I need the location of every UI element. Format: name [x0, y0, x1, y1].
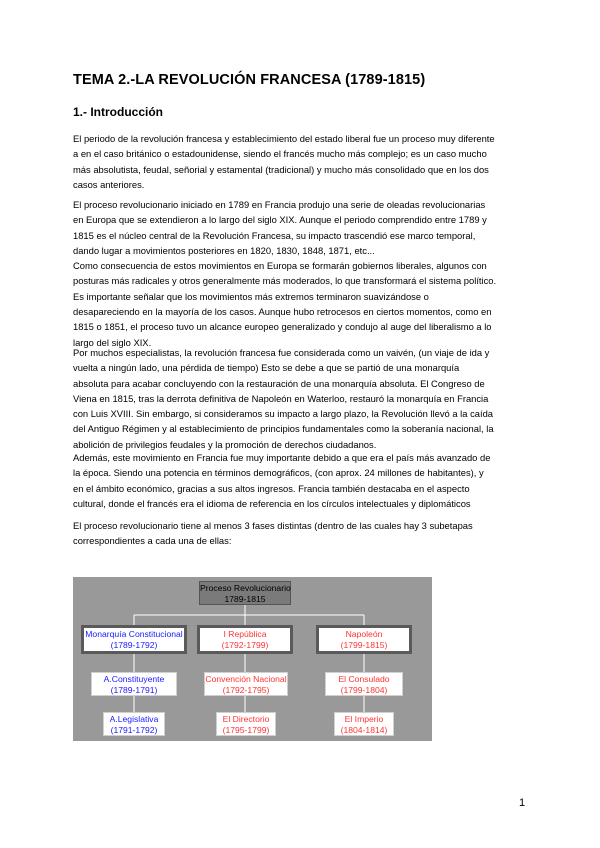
- text-line: en Europa que se extendieron a lo largo del siglo XIX. Aunque el periodo comprendido entre 1789 y: [73, 214, 487, 226]
- page-title: TEMA 2.-LA REVOLUCIÓN FRANCESA (1789-1815): [73, 72, 426, 88]
- text-line: correspondientes a cada una de ellas:: [73, 535, 232, 547]
- phase-name: Monarquía Constitucional: [85, 629, 183, 639]
- phase-dates: (1792-1799): [221, 640, 269, 650]
- stage-dates: (1795-1799): [222, 725, 270, 735]
- text-line: Además, este movimiento en Francia fue muy importante debido a que era el país más avanzado de: [73, 452, 491, 463]
- text-line: El proceso revolucionario iniciado en 1789 en Francia produjo una serie de oleadas revolucionarias: [73, 199, 486, 210]
- paragraph-1: [73, 131, 531, 192]
- stage-name: El Imperio: [344, 714, 384, 724]
- phase-name: I República: [223, 629, 267, 639]
- text-line: vuelta a ningún lado, una pérdida de tiempo) Esto se debe a que se partió de una monarquía: [73, 362, 460, 374]
- paragraph-2: [73, 197, 531, 350]
- phase-name: Napoleón: [345, 629, 383, 639]
- text-line: Por muchos especialistas, la revolución francesa fue considerada como un vaivén, (un viaje de ida y: [73, 347, 490, 358]
- text-line: desapareciendo en la mayoría de los casos. Aunque hubo retrocesos en ciertos momentos, como en: [73, 306, 492, 318]
- text-line: la época. Siendo una potencia en términos demográficos, (con aprox. 24 millones de habitantes), y: [73, 467, 484, 479]
- text-line: absoluta para acabar concluyendo con la restauración de una monarquía absoluta. El Congreso de: [73, 377, 485, 389]
- text-line: en el ámbito económico, gracias a sus altos ingresos. Francia también destacaba en el aspecto: [73, 482, 470, 494]
- stage-dates: (1804-1814): [340, 725, 388, 735]
- section-heading: 1.- Introducción: [73, 105, 163, 119]
- text-line: El proceso revolucionario tiene al menos 3 fases distintas (dentro de las cuales hay 3 subetapas: [73, 520, 473, 531]
- root-dates: 1789-1815: [224, 594, 266, 604]
- text-line: más absolutista, feudal, señorial y estamental (tradicional) y mucho más consolidado que en los dos: [73, 163, 489, 175]
- root-label: Proceso Revolucionario: [200, 583, 291, 593]
- phase-box-monarquia: [81, 625, 187, 654]
- stage-name: A.Constituyente: [103, 674, 165, 684]
- text-line: Como consecuencia de estos movimientos en Europa se formarán gobiernos liberales, algunos con: [73, 260, 487, 272]
- stage-box: [325, 672, 403, 696]
- text-line: con Luis XVIII. Sin embargo, si consideramos su impacto a largo plazo, la Revolución llevó a la caída: [73, 408, 494, 420]
- phase-dates: (1789-1792): [110, 640, 158, 650]
- text-line: El periodo de la revolución francesa y establecimiento del estado liberal fue un proceso muy diferente: [73, 133, 495, 144]
- phase-dates: (1799-1815): [340, 640, 388, 650]
- text-line: Es importante señalar que los movimientos más extremos terminaron suavizándose o: [73, 290, 429, 302]
- text-line: 1815 es el núcleo central de la Revolución Francesa, su impacto trascendió ese marco temporal,: [73, 229, 476, 241]
- text-line: abolición de privilegios feudales y la promoción de derechos ciudadanos.: [73, 438, 377, 450]
- phase-box-republica: [197, 625, 293, 654]
- text-line: cultural, donde el francés era el idioma de referencia en los círculos intelectuales y diplomáticos: [73, 497, 471, 509]
- paragraph-3: [73, 345, 531, 452]
- text-line: dando lugar a movimientos posteriores en 1820, 1830, 1848, 1871, etc...: [73, 244, 375, 256]
- text-line: posturas más radicales y otros generalmente más moderados, lo que transformará el sistema político.: [73, 275, 497, 287]
- stage-name: El Directorio: [222, 714, 270, 724]
- text-line: casos anteriores.: [73, 178, 145, 190]
- stage-dates: (1789-1791): [110, 685, 158, 695]
- root-box: [199, 581, 291, 605]
- text-line: 1815 o 1851, el proceso tuvo un alcance europeo generalizado y condujo al auge del liberalismo a lo: [73, 321, 492, 333]
- paragraph-5: [73, 518, 531, 549]
- stage-name: El Consulado: [338, 674, 390, 684]
- page-number: 1: [519, 797, 526, 809]
- stage-box: [216, 712, 276, 736]
- phase-box-napoleon: [316, 625, 412, 654]
- stage-dates: (1799-1804): [340, 685, 388, 695]
- stage-dates: (1791-1792): [110, 725, 158, 735]
- stage-dates: (1792-1795): [222, 685, 270, 695]
- text-line: a en el caso británico o estadounidense, siendo el francés mucho más complejo; es un caso mucho: [73, 148, 487, 160]
- stage-box: [91, 672, 177, 696]
- stage-box: [334, 712, 394, 736]
- text-line: Viena en 1815, tras la derrota definitiva de Napoleón en Waterloo, restauró la monarquía en Francia: [73, 392, 489, 404]
- text-line: largo del siglo XIX.: [73, 336, 152, 348]
- revolution-phases-diagram: [73, 577, 432, 741]
- stage-box: [204, 672, 288, 696]
- stage-box: [103, 712, 165, 736]
- stage-name: Convención Nacional: [205, 674, 287, 684]
- text-line: del Antiguo Régimen y al establecimiento de principios fundamentales como la soberanía nacional, la: [73, 423, 494, 435]
- stage-name: A.Legislativa: [109, 714, 159, 724]
- paragraph-4: [73, 450, 531, 511]
